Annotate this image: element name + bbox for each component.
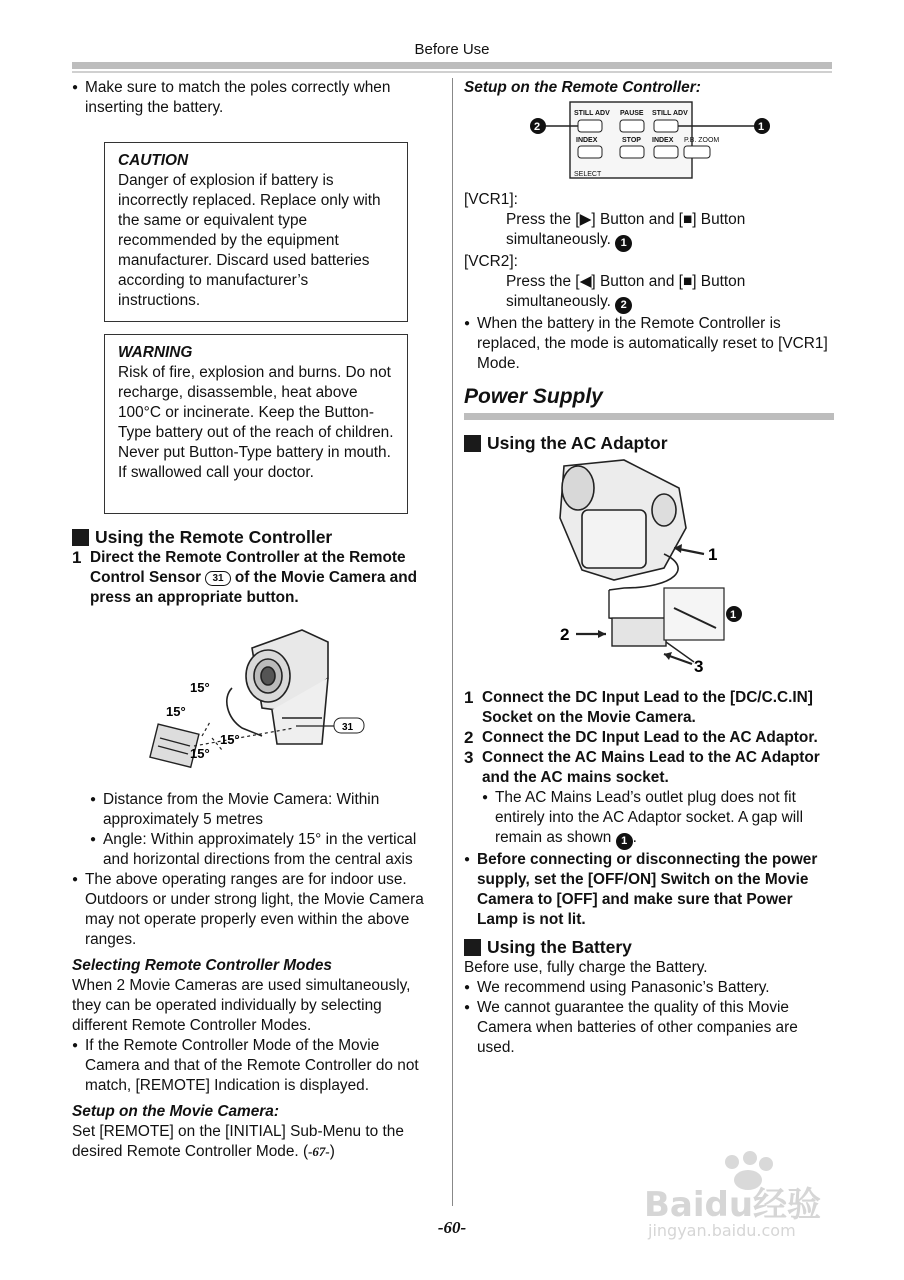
- remote-step-1: [72, 548, 438, 608]
- setup-camera-text: [72, 1122, 438, 1162]
- index-right-label: INDEX: [652, 137, 674, 144]
- vcr2-instruction: Press the [◀] Button and [■] Button simultaneously.: [506, 273, 746, 310]
- plug-marker-label: 1: [730, 609, 737, 621]
- plug-bullet-text: The AC Mains Lead’s outlet plug does not fit entirely into the AC Adaptor socket. A gap will remain as shown: [495, 789, 803, 846]
- sensor-badge-label: 31: [342, 722, 354, 733]
- ac-step-3: [464, 748, 834, 788]
- index-forward-button: [654, 146, 678, 158]
- warning-box: [104, 334, 408, 514]
- pb-zoom-button: [684, 146, 710, 158]
- angle-bullet: ● Angle: Within approximately 15° in the vertical and horizontal directions from the central axis: [90, 830, 438, 870]
- caution-text: Danger of explosion if battery is incorrectly replaced. Replace only with the same or equivalent type recommended by the equipment manufacturer. Discard used batteries according to manufacturer’s instructions.: [118, 172, 381, 309]
- setup-camera-close: ): [329, 1143, 335, 1160]
- warning-text: Risk of fire, explosion and burns. Do not recharge, disassemble, heat above 100°C or incinerate. Keep the Button-Type battery out of the reach of children. Never put Button-Type battery in mouth. If swallowed call your doctor.: [118, 364, 394, 481]
- distance-bullet: ● Distance from the Movie Camera: Within approximately 5 metres: [90, 790, 438, 830]
- remote-section-heading: [72, 526, 438, 548]
- header-rule-thin: [72, 71, 832, 73]
- power-supply-rule: [464, 413, 834, 420]
- step-text: Connect the AC Mains Lead to the AC Adaptor and the AC mains socket.: [482, 749, 820, 786]
- step-text-b: of the Movie Camera and press an appropriate button.: [90, 569, 418, 606]
- step-text-a: Direct the Remote Controller at the Remote Control Sensor: [90, 549, 406, 586]
- angle-label-top: 15°: [190, 680, 210, 695]
- pole-bullet: ● Make sure to match the poles correctly when inserting the battery.: [72, 78, 438, 118]
- remote-heading-text: Using the Remote Controller: [95, 527, 333, 547]
- power-supply-heading: Power Supply: [464, 385, 603, 408]
- remote-range-figure: [72, 618, 438, 778]
- ac-adaptor-heading: [464, 432, 834, 454]
- watermark-url: jingyan.baidu.com: [648, 1221, 796, 1240]
- battery-text: Before use, fully charge the Battery.: [464, 959, 708, 976]
- stop-label: STOP: [622, 137, 641, 144]
- ac-step-2: [464, 728, 834, 748]
- remote-buttons-figure: [464, 98, 834, 182]
- vcr1-instruction: Press the [▶] Button and [■] Button simultaneously.: [506, 211, 746, 248]
- header-rule: [72, 62, 832, 69]
- select-label: SELECT: [574, 171, 602, 178]
- sensor-ref-badge: 31: [205, 571, 230, 586]
- still-adv-forward-button: [654, 120, 678, 132]
- plug-bullet: [482, 788, 834, 850]
- step-text: Connect the DC Input Lead to the [DC/C.C.IN] Socket on the Movie Camera.: [482, 689, 813, 726]
- battery-heading-text: Using the Battery: [487, 937, 632, 957]
- before-connecting-bullet: ● Before connecting or disconnecting the power supply, set the [OFF/ON] Switch on the Movie Camera to [OFF] and make sure that Power Lamp is not lit.: [464, 850, 834, 930]
- pb-zoom-label: P.B. ZOOM: [684, 137, 720, 144]
- marker-2-label: 2: [534, 121, 541, 133]
- page-ref: -67-: [308, 1144, 330, 1159]
- setup-remote-heading: Setup on the Remote Controller:: [464, 79, 701, 96]
- ac-steps: [464, 688, 834, 788]
- step-number: 1: [72, 548, 82, 567]
- angle-label-left: 15°: [166, 704, 186, 719]
- vcr2-label: [VCR2]:: [464, 253, 518, 270]
- modes-text: When 2 Movie Cameras are used simultaneously, they can be operated individually by selecting different Remote Controller Modes.: [72, 977, 411, 1034]
- stop-button: [620, 146, 644, 158]
- arrow-2-head: [598, 630, 606, 638]
- dc-lead: [609, 590, 624, 620]
- vcr1-label: [VCR1]:: [464, 191, 518, 208]
- right-column: [464, 78, 834, 1058]
- left-column: [72, 78, 438, 1162]
- camera-illustration: [227, 630, 328, 744]
- caution-box: [104, 142, 408, 322]
- pause-label: PAUSE: [620, 110, 644, 117]
- plug-inset: [664, 588, 724, 640]
- step-text: Connect the DC Input Lead to the AC Adaptor.: [482, 729, 818, 746]
- angle-label-right: 15°: [220, 732, 240, 747]
- setup-camera-body: Set [REMOTE] on the [INITIAL] Sub-Menu to the desired Remote Controller Mode. (: [72, 1123, 404, 1160]
- camera-ac-illustration: [560, 460, 686, 590]
- page-number: -60-: [437, 1218, 467, 1237]
- still-adv-left-label: STILL ADV: [574, 110, 610, 117]
- ac-heading-text: Using the AC Adaptor: [487, 433, 668, 453]
- caution-title: CAUTION: [118, 152, 189, 169]
- plug-bullet-marker: 1: [616, 833, 633, 850]
- reset-bullet: ● When the battery in the Remote Controller is replaced, the mode is automatically reset to [VCR1] Mode.: [464, 314, 834, 374]
- indoor-bullet: ● The above operating ranges are for indoor use. Outdoors or under strong light, the Movie Camera may not operate properly even within the above ranges.: [72, 870, 438, 950]
- index-left-label: INDEX: [576, 137, 598, 144]
- baidu-watermark: [640, 1150, 860, 1240]
- figure-label-1: 1: [708, 545, 718, 564]
- step-number: 2: [464, 728, 474, 747]
- ac-step-1: [464, 688, 834, 728]
- range-sub-bullets: [72, 790, 438, 870]
- warning-title: WARNING: [118, 344, 193, 361]
- marker-1-label: 1: [758, 121, 765, 133]
- vcr1-text: [464, 210, 834, 252]
- section-square-icon: [464, 939, 481, 956]
- watermark-logo: Baidu经验: [644, 1185, 822, 1225]
- vcr2-marker: 2: [615, 297, 632, 314]
- pause-button: [620, 120, 644, 132]
- modes-bullet: ● If the Remote Controller Mode of the Movie Camera and that of the Remote Controller do not match, [REMOTE] Indication is displayed.: [72, 1036, 438, 1096]
- still-adv-back-button: [578, 120, 602, 132]
- plug-bullet-end: .: [632, 829, 637, 846]
- section-square-icon: [72, 529, 89, 546]
- battery-heading: [464, 936, 834, 958]
- step-number: 1: [464, 688, 474, 707]
- angle-label-bottom: 15°: [190, 746, 210, 761]
- figure-label-2: 2: [560, 625, 570, 644]
- step-text: [90, 548, 438, 608]
- battery-bullet-1: ● We recommend using Panasonic’s Battery.: [464, 978, 834, 998]
- vcr1-marker: 1: [615, 235, 632, 252]
- figure-label-3: 3: [694, 657, 704, 676]
- column-divider: [452, 78, 453, 1206]
- index-back-button: [578, 146, 602, 158]
- battery-bullet-2: ● We cannot guarantee the quality of this Movie Camera when batteries of other companies are used.: [464, 998, 834, 1058]
- still-adv-right-label: STILL ADV: [652, 110, 688, 117]
- vcr2-text: [464, 272, 834, 314]
- page-header: Before Use: [414, 41, 490, 58]
- setup-camera-heading: Setup on the Movie Camera:: [72, 1103, 279, 1120]
- ac-adaptor-body: [612, 618, 666, 646]
- modes-heading: Selecting Remote Controller Modes: [72, 957, 332, 974]
- ac-adaptor-figure: [464, 458, 834, 688]
- step-number: 3: [464, 748, 474, 767]
- section-square-icon: [464, 435, 481, 452]
